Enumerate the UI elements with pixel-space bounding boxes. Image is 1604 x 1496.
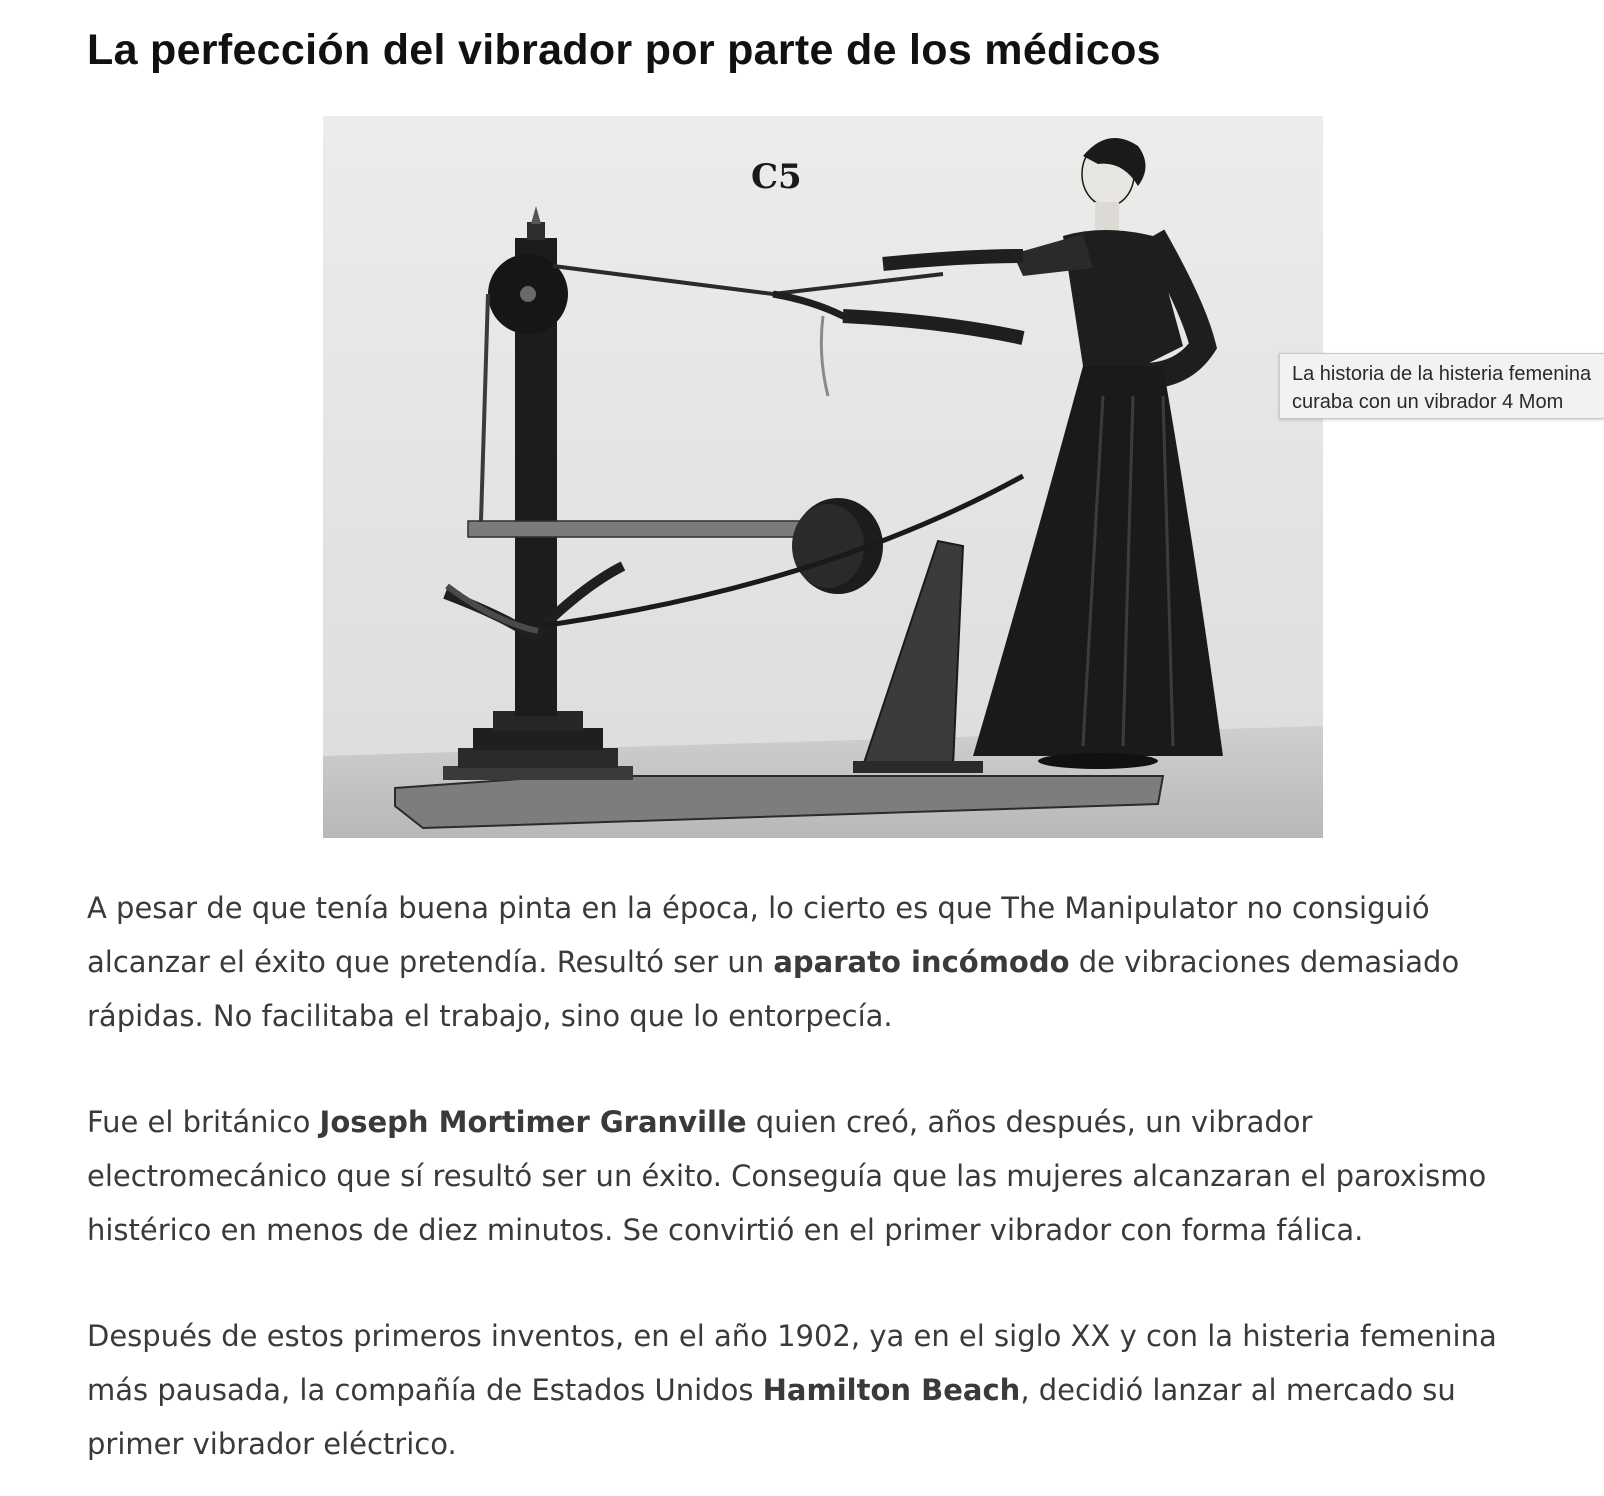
- paragraph-line: rápidas. No facilitaba el trabajo, sino que lo entorpecía.: [87, 999, 893, 1033]
- paragraph-line: alcanzar el éxito que pretendía. Resultó ser un aparato incómodo de vibraciones demasiado: [87, 945, 1460, 979]
- tooltip-line-1: La historia de la histeria femenina: [1292, 363, 1592, 385]
- historical-vibrator-photo: [323, 116, 1323, 838]
- paragraph-1: [87, 881, 1587, 1043]
- paragraph-line: Fue el británico Joseph Mortimer Granville quien creó, años después, un vibrador: [87, 1105, 1313, 1139]
- emphasis-joseph-mortimer-granville: Joseph Mortimer Granville: [319, 1105, 747, 1139]
- tooltip-line-2: curaba con un vibrador 4 Mom: [1292, 391, 1564, 413]
- paragraph-2: [87, 1095, 1587, 1257]
- paragraph-line: Después de estos primeros inventos, en el año 1902, ya en el siglo XX y con la histeria femenina: [87, 1319, 1497, 1353]
- photo-label: C5: [751, 157, 802, 197]
- emphasis-aparato-incomodo: aparato incómodo: [773, 945, 1070, 979]
- paragraph-line: electromecánico que sí resultó ser un éxito. Conseguía que las mujeres alcanzaran el paroxismo: [87, 1159, 1487, 1193]
- paragraph-3: [87, 1309, 1587, 1471]
- paragraph-line: más pausada, la compañía de Estados Unidos Hamilton Beach, decidió lanzar al mercado su: [87, 1373, 1456, 1407]
- image-tooltip: [1279, 353, 1604, 419]
- article-heading: La perfección del vibrador por parte de los médicos: [87, 26, 1161, 74]
- emphasis-hamilton-beach: Hamilton Beach: [762, 1373, 1021, 1407]
- paragraph-line: histérico en menos de diez minutos. Se convirtió en el primer vibrador con forma fálica.: [87, 1213, 1364, 1247]
- photo-illustration: [323, 116, 1323, 838]
- paragraph-line: primer vibrador eléctrico.: [87, 1427, 457, 1461]
- paragraph-line: A pesar de que tenía buena pinta en la época, lo cierto es que The Manipulator no consiguió: [87, 891, 1430, 925]
